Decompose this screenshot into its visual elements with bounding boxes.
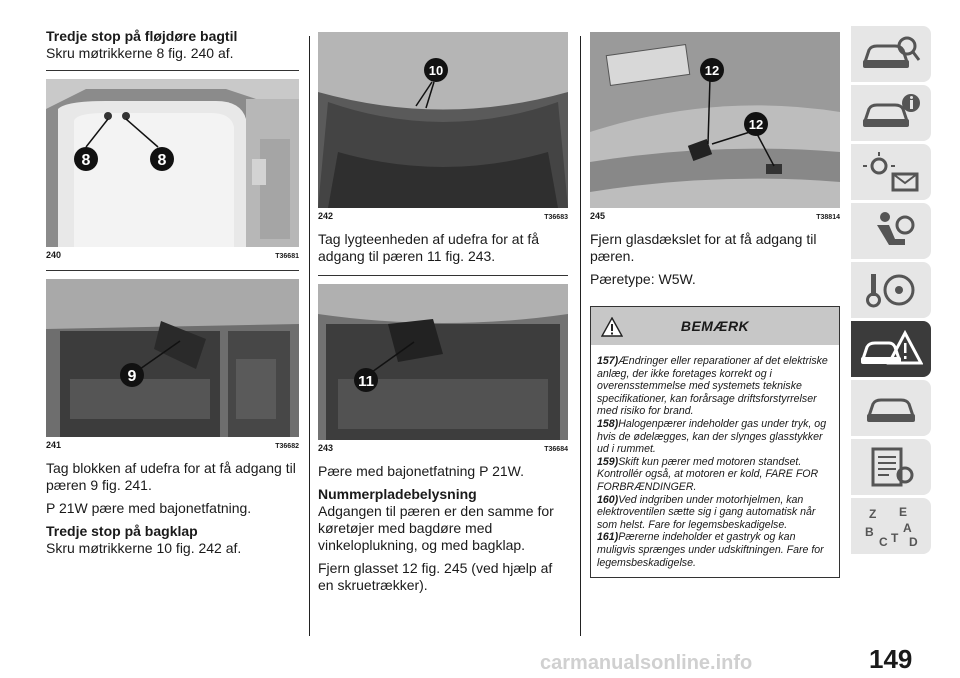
- figure-243-image: [318, 284, 568, 440]
- warning-note: [597, 418, 833, 456]
- warning-note: [597, 494, 833, 532]
- warning-note: [597, 456, 833, 494]
- bulb-spec-text: P 21W pære med bajonetfatning.: [46, 500, 252, 516]
- index-letter: D: [909, 535, 918, 549]
- figure-245: [590, 32, 840, 208]
- figure-code: T38814: [816, 214, 840, 221]
- instruction-text: Fjern glasset 12 fig. 245 (ved hjælp af en skruetrækker).: [318, 560, 553, 593]
- seat-airbag-icon: [859, 209, 923, 253]
- section-heading: Tredje stop på bagklap: [46, 523, 198, 539]
- column-divider: [580, 36, 581, 636]
- instruction-text: Tag lygteenheden af udefra for at få adgang til pæren 11 fig. 243.: [318, 231, 540, 264]
- instruction-text: Skru møtrikkerne 8 fig. 240 af.: [46, 45, 234, 61]
- instruction-text: Skru møtrikkerne 10 fig. 242 af.: [46, 540, 242, 556]
- dashboard-lights-icon: [859, 150, 923, 194]
- figure-242: [318, 32, 568, 208]
- section-heading: Nummerpladebelysning: [318, 486, 477, 502]
- tab-car-warning[interactable]: [851, 321, 931, 377]
- note-number: 160): [597, 493, 619, 506]
- tab-technical-data[interactable]: [851, 439, 931, 495]
- note-text: Ved indgriben under motorhjelmen, kan elektroventilen sætte sig i gang automatisk når som helst. Fare for legemsbeskadigelse.: [597, 493, 816, 531]
- tab-car-service[interactable]: [851, 380, 931, 436]
- figure-240-image: [46, 79, 299, 247]
- note-number: 157): [597, 355, 619, 367]
- car-service-icon: [859, 386, 923, 430]
- figure-number: 242: [318, 211, 334, 221]
- figure-240: [46, 79, 299, 247]
- instruction-text: Fjern glasdækslet for at få adgang til pæren.: [590, 231, 817, 264]
- figure-code: T36684: [544, 446, 568, 453]
- warning-title: BEMÆRK: [680, 318, 750, 334]
- index-letter: C: [879, 535, 888, 549]
- index-letter: E: [899, 505, 908, 519]
- tab-car-search[interactable]: [851, 26, 931, 82]
- callout-8-left-label: 8: [81, 152, 91, 169]
- warning-box: [590, 306, 840, 578]
- figure-240-caption: [46, 250, 299, 260]
- note-number: 159): [597, 455, 619, 468]
- car-info-icon: [859, 91, 923, 135]
- car-warning-icon: [859, 327, 923, 371]
- index-letter: Z: [869, 507, 877, 521]
- tab-alphabetical-index[interactable]: [851, 498, 931, 554]
- figure-code: T36683: [544, 214, 568, 221]
- watermark: carmanualsonline.info: [540, 652, 753, 674]
- figure-245-caption: [590, 211, 840, 221]
- figure-top-rule: [318, 275, 568, 276]
- note-text: Pærerne indeholder et gastryk og kan muligvis sprænges under udskiftningen. Fare for legemsbeskadigelse.: [597, 531, 824, 569]
- figure-code: T36681: [275, 253, 299, 260]
- figure-number: 243: [318, 443, 334, 453]
- figure-number: 240: [46, 250, 62, 260]
- technical-data-icon: [859, 445, 923, 489]
- index-letter: T: [891, 531, 899, 545]
- note-text: Skift kun pærer med motoren standset. Kontrollér også, at motoren er kold, FARE FOR FORBRÆNDINGER.: [597, 455, 819, 493]
- bulb-spec-text: Pære med bajonetfatning P 21W.: [318, 463, 524, 479]
- figure-242-image: [318, 32, 568, 208]
- index-letter: A: [903, 521, 912, 535]
- figure-number: 245: [590, 211, 606, 221]
- figure-241-caption: [46, 440, 299, 450]
- note-text: Halogenpærer indeholder gas under tryk, og hvis de ødelægges, kan der slynges glasstykker ud i rummet.: [597, 417, 827, 456]
- column-divider: [309, 36, 310, 636]
- instruction-text: Tag blokken af udefra for at få adgang til pæren 9 fig. 241.: [46, 460, 296, 493]
- steering-wheel-key-icon: [859, 268, 923, 312]
- instruction-text: Adgangen til pæren er den samme for køretøjer med bagdøre med vinkeloplukning, og med bagklap.: [318, 503, 554, 553]
- figure-243-caption: [318, 443, 568, 453]
- callout-8-right-label: 8: [157, 152, 167, 169]
- figure-243: [318, 284, 568, 440]
- tab-steering-wheel-key[interactable]: [851, 262, 931, 318]
- callout-10-label: 10: [428, 63, 444, 78]
- note-number: 158): [597, 417, 619, 430]
- column-1: [46, 28, 299, 563]
- column-3: [590, 28, 840, 578]
- figure-245-image: [590, 32, 840, 208]
- note-number: 161): [597, 531, 619, 544]
- chapter-sidebar: [851, 26, 931, 557]
- car-search-icon: [859, 32, 923, 76]
- callout-9-label: 9: [127, 368, 137, 385]
- column-2: [318, 28, 568, 600]
- warning-body: [591, 345, 839, 577]
- figure-number: 241: [46, 440, 62, 450]
- tab-dashboard-lights[interactable]: [851, 144, 931, 200]
- figure-241: [46, 279, 299, 437]
- warning-header: [591, 307, 839, 345]
- warning-triangle-icon: [601, 317, 623, 337]
- figure-top-rule: [46, 70, 299, 71]
- bulb-spec-text: Pæretype: W5W.: [590, 271, 696, 287]
- callout-12-bottom-label: 12: [748, 117, 764, 132]
- figure-code: T36682: [275, 443, 299, 450]
- note-text: Ændringer eller reparationer af det elektriske anlæg, der ikke foretages korrekt og i overensstemmelse med systemets tekniske specifikationer, kan forårsage driftsforstyrrelser med risiko for brand.: [597, 355, 828, 418]
- page-number: 149: [869, 644, 913, 674]
- callout-11-label: 11: [358, 373, 374, 390]
- figure-top-rule: [46, 270, 299, 271]
- warning-note: [597, 531, 833, 569]
- index-letter: B: [865, 525, 874, 539]
- section-heading: Tredje stop på fløjdøre bagtil: [46, 28, 238, 44]
- figure-242-caption: [318, 211, 568, 221]
- warning-note: [597, 355, 833, 418]
- tab-seat-airbag[interactable]: [851, 203, 931, 259]
- alphabetical-index-icon: [859, 502, 923, 550]
- tab-car-info[interactable]: [851, 85, 931, 141]
- callout-12-top-label: 12: [704, 63, 720, 78]
- figure-241-image: [46, 279, 299, 437]
